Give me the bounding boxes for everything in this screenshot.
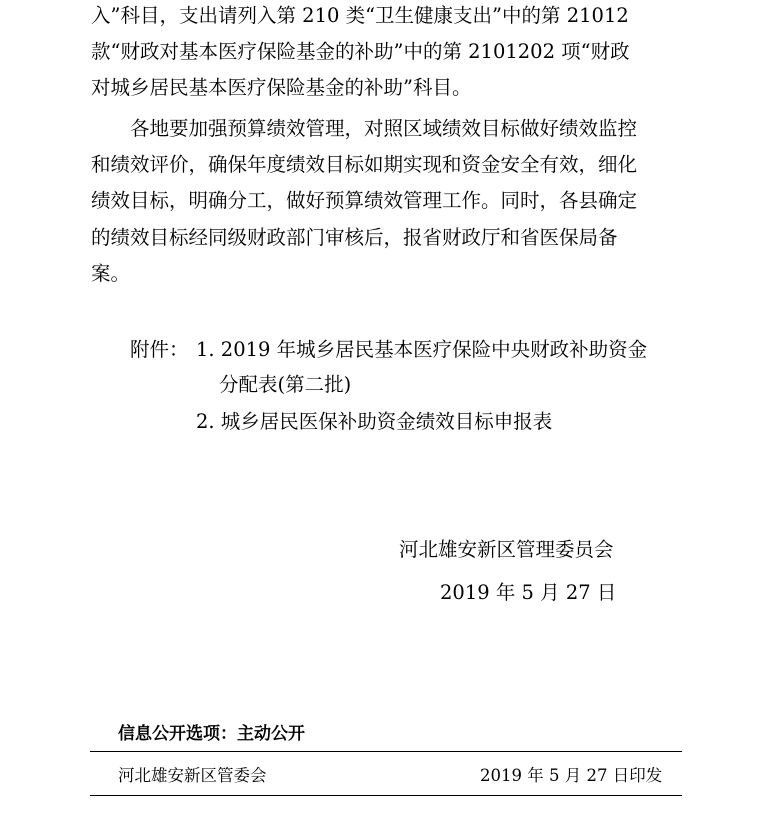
body-para2-line4: 的绩效目标经同级财政部门审核后，报省财政厅和省医保局备 — [91, 226, 618, 249]
footer-print-date: 2019 年 5 月 27 日印发 — [480, 766, 663, 785]
body-para1-line3: 对城乡居民基本医疗保险基金的补助”科目。 — [91, 76, 472, 99]
body-para1-line1: 入”科目，支出请列入第 210 类“卫生健康支出”中的第 21012 — [91, 4, 629, 27]
body-para2-line2: 和绩效评价，确保年度绩效目标如期实现和资金安全有效，细化 — [91, 153, 638, 176]
body-para2-line5: 案。 — [91, 262, 131, 285]
attachment-item-2: 2. 城乡居民医保补助资金绩效目标申报表 — [196, 410, 553, 433]
attachment-item-1-cont: 分配表(第二批) — [219, 373, 352, 396]
signature-date: 2019 年 5 月 27 日 — [440, 581, 617, 604]
signature-org: 河北雄安新区管理委员会 — [399, 538, 614, 561]
body-para2-line1: 各地要加强预算绩效管理，对照区域绩效目标做好绩效监控 — [130, 117, 638, 140]
footer-issuer: 河北雄安新区管委会 — [118, 766, 267, 785]
footer-bottom-rule — [90, 795, 682, 796]
body-para1-line2: 款“财政对基本医疗保险基金的补助”中的第 2101202 项“财政 — [91, 40, 630, 63]
body-para2-line3: 绩效目标，明确分工，做好预算绩效管理工作。同时，各县确定 — [91, 189, 638, 212]
disclosure-option: 信息公开选项：主动公开 — [118, 724, 305, 744]
attachments-label: 附件： — [130, 338, 189, 361]
attachment-item-1: 1. 2019 年城乡居民基本医疗保险中央财政补助资金 — [196, 338, 648, 361]
footer-top-rule — [90, 751, 682, 752]
